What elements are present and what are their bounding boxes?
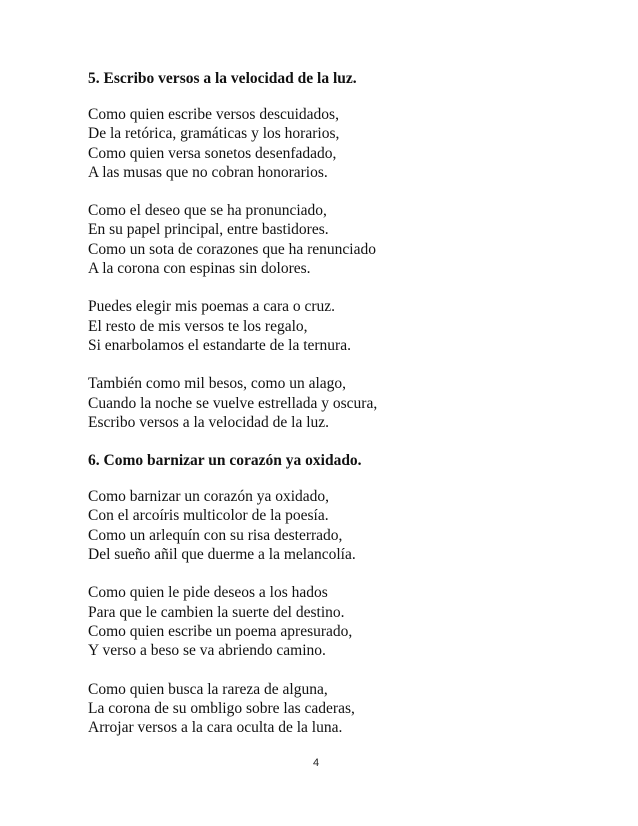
verse-line: Del sueño añil que duerme a la melancolía. bbox=[88, 546, 356, 564]
verse-line: El resto de mis versos te los regalo, bbox=[88, 317, 308, 335]
verse-line: Y verso a beso se va abriendo camino. bbox=[88, 642, 326, 660]
verse-line: De la retórica, gramáticas y los horarios, bbox=[88, 125, 340, 143]
verse-line: En su papel principal, entre bastidores. bbox=[88, 221, 329, 239]
verse-line: Como barnizar un corazón ya oxidado, bbox=[88, 488, 330, 506]
verse-line: También como mil besos, como un alago, bbox=[88, 375, 347, 393]
stanza bbox=[88, 374, 608, 432]
verse-line: La corona de su ombligo sobre las caderas, bbox=[88, 699, 355, 717]
verse-line: Puedes elegir mis poemas a cara o cruz. bbox=[88, 298, 336, 316]
verse-line: Arrojar versos a la cara oculta de la luna. bbox=[88, 719, 343, 737]
stanza bbox=[88, 583, 608, 660]
verse-line: Cuando la noche se vuelve estrellada y oscura, bbox=[88, 394, 378, 412]
verse-line: Como un sota de corazones que ha renunciado bbox=[88, 240, 376, 258]
stanza bbox=[88, 201, 608, 278]
verse-line: Como quien versa sonetos desenfadado, bbox=[88, 144, 337, 162]
stanza bbox=[88, 487, 608, 564]
section-title: 6. Como barnizar un corazón ya oxidado. bbox=[88, 452, 362, 470]
verse-line: A las musas que no cobran honorarios. bbox=[88, 163, 328, 181]
verse-line: Como quien busca la rareza de alguna, bbox=[88, 680, 328, 698]
stanza bbox=[88, 680, 608, 738]
verse-line: Como quien le pide deseos a los hados bbox=[88, 584, 328, 602]
verse-line: Escribo versos a la velocidad de la luz. bbox=[88, 413, 330, 431]
verse-line: Como quien escribe versos descuidados, bbox=[88, 106, 339, 123]
verse-line: Si enarbolamos el estandarte de la ternura. bbox=[88, 336, 351, 354]
verse-line: Como un arlequín con su risa desterrado, bbox=[88, 526, 343, 544]
document-page bbox=[88, 64, 608, 737]
stanza bbox=[88, 297, 608, 355]
verse-line: Con el arcoíris multicolor de la poesía. bbox=[88, 507, 329, 525]
stanza bbox=[88, 105, 608, 182]
verse-line: A la corona con espinas sin dolores. bbox=[88, 260, 311, 278]
verse-line: Como quien escribe un poema apresurado, bbox=[88, 622, 353, 640]
verse-line: Para que le cambien la suerte del destino. bbox=[88, 603, 345, 621]
verse-line: Como el deseo que se ha pronunciado, bbox=[88, 202, 327, 220]
page-number: 4 bbox=[313, 757, 320, 769]
section-title: 5. Escribo versos a la velocidad de la luz. bbox=[88, 70, 357, 87]
